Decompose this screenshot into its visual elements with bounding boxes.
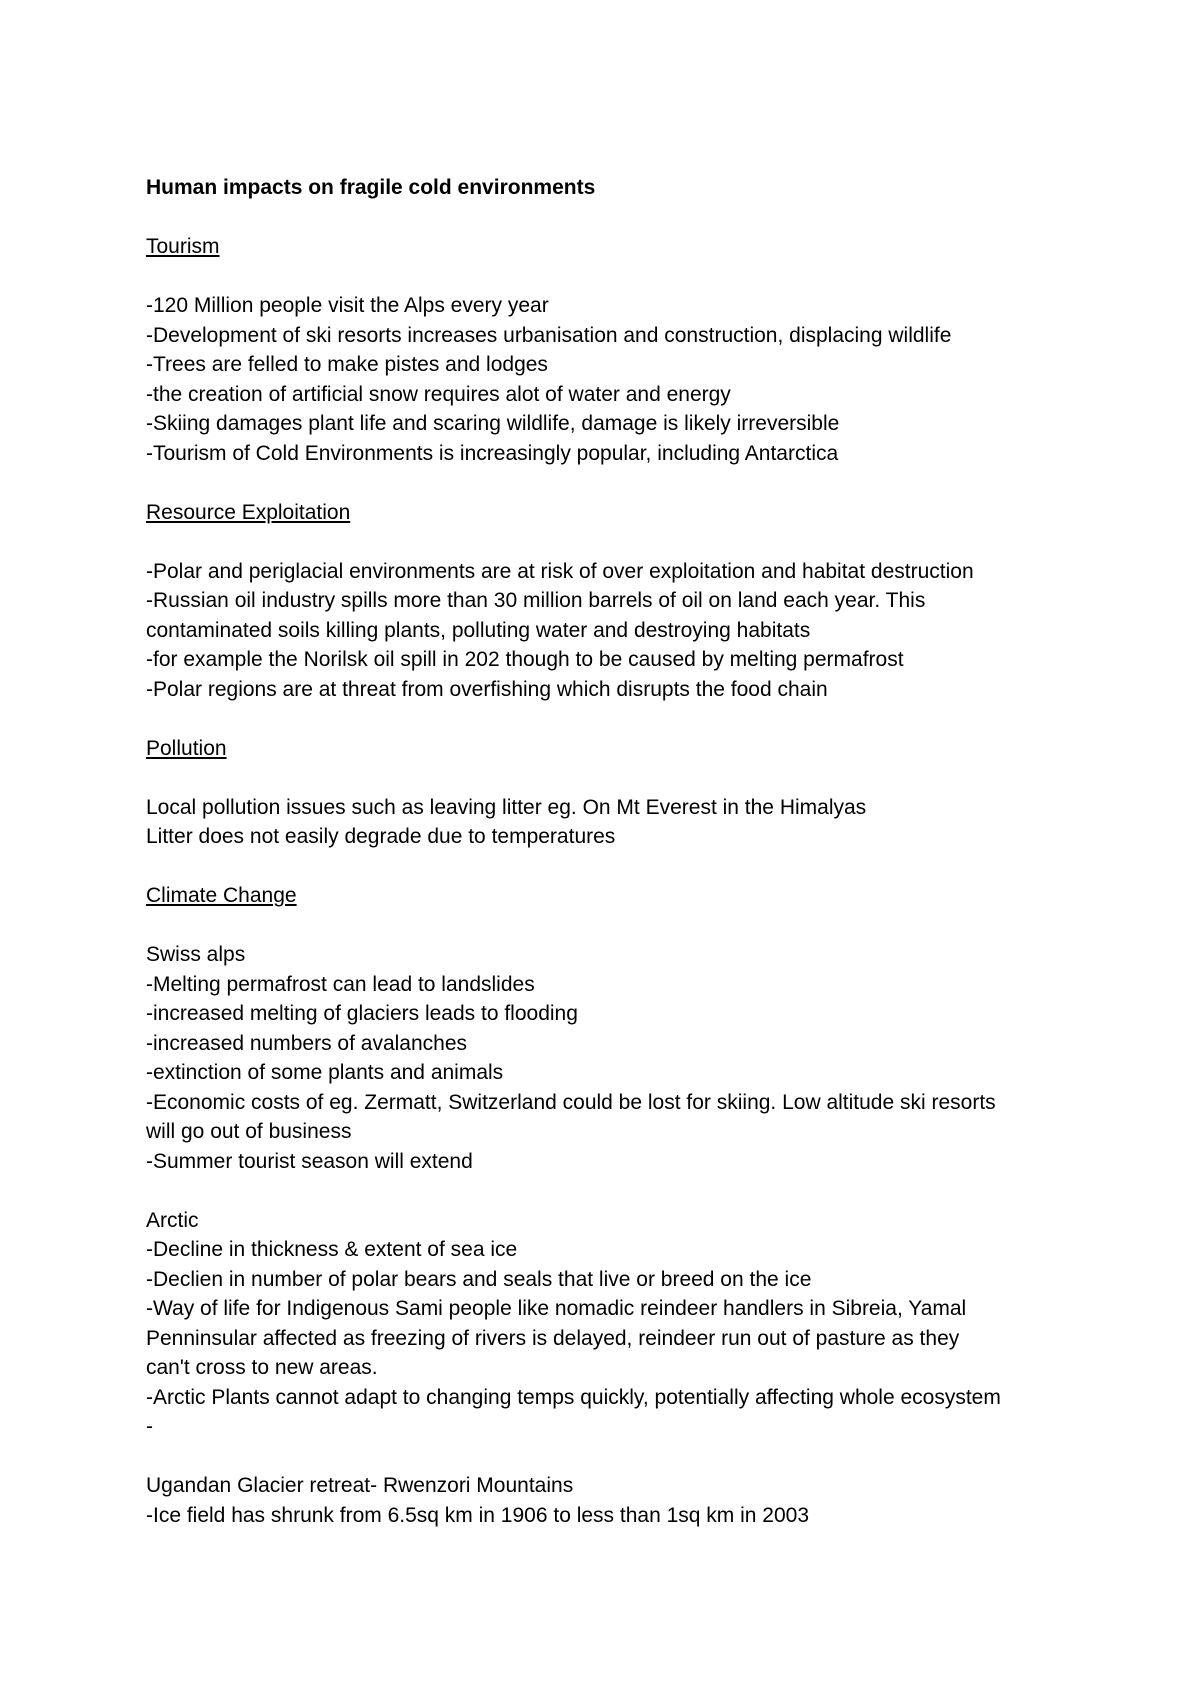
swiss-alps-line: will go out of business [146, 1120, 352, 1143]
pollution-line: Local pollution issues such as leaving litter eg. On Mt Everest in the Himalyas [146, 795, 867, 819]
spacer [146, 852, 1086, 882]
arctic-line: -Arctic Plants cannot adapt to changing temps quickly, potentially affecting whole ecosystem [146, 1385, 1001, 1409]
spacer [146, 468, 1086, 498]
swiss-alps-line: -increased numbers of avalanches [146, 1031, 468, 1055]
spacer [146, 203, 1086, 233]
document-body [146, 173, 1086, 1530]
tourism-line: -Development of ski resorts increases urbanisation and construction, displacing wildlife [146, 323, 952, 347]
spacer [146, 763, 1086, 793]
tourism-line: -Skiing damages plant life and scaring wildlife, damage is likely irreversible [146, 412, 840, 435]
arctic-line: Penninsular affected as freezing of rivers is delayed, reindeer run out of pasture as they [146, 1326, 960, 1350]
section-heading-climate-change: Climate Change [146, 884, 297, 907]
resource-line: -Russian oil industry spills more than 30 million barrels of oil on land each year. This [146, 589, 926, 612]
swiss-alps-line: -extinction of some plants and animals [146, 1061, 504, 1084]
resource-line: contaminated soils killing plants, polluting water and destroying habitats [146, 618, 811, 642]
document-title: Human impacts on fragile cold environments [146, 176, 596, 199]
arctic-line: - [146, 1415, 153, 1438]
uganda-subheading: Ugandan Glacier retreat- Rwenzori Mountains [146, 1474, 574, 1497]
tourism-line: -120 Million people visit the Alps every year [146, 294, 549, 317]
arctic-line: -Decline in thickness & extent of sea ice [146, 1238, 518, 1261]
spacer [146, 1176, 1086, 1206]
spacer [146, 262, 1086, 292]
spacer [146, 704, 1086, 734]
swiss-alps-line: -Summer tourist season will extend [146, 1149, 473, 1173]
swiss-alps-subheading: Swiss alps [146, 943, 246, 966]
tourism-line: -Trees are felled to make pistes and lodges [146, 353, 548, 376]
resource-line: -Polar and periglacial environments are at risk of over exploitation and habitat destruction [146, 559, 974, 583]
arctic-line: -Way of life for Indigenous Sami people like nomadic reindeer handlers in Sibreia, Yamal [146, 1297, 967, 1320]
spacer [146, 527, 1086, 557]
spacer [146, 1442, 1086, 1472]
arctic-line: can't cross to new areas. [146, 1356, 378, 1379]
spacer [146, 911, 1086, 941]
resource-line: -for example the Norilsk oil spill in 202 though to be caused by melting permafrost [146, 648, 904, 671]
swiss-alps-line: -Melting permafrost can lead to landslides [146, 972, 535, 996]
pollution-line: Litter does not easily degrade due to temperatures [146, 825, 616, 848]
resource-line: -Polar regions are at threat from overfishing which disrupts the food chain [146, 677, 828, 701]
swiss-alps-line: -increased melting of glaciers leads to flooding [146, 1002, 578, 1025]
tourism-line: -the creation of artificial snow requires alot of water and energy [146, 382, 731, 406]
uganda-line: -Ice field has shrunk from 6.5sq km in 1906 to less than 1sq km in 2003 [146, 1503, 810, 1527]
section-heading-resource-exploitation: Resource Exploitation [146, 500, 351, 524]
arctic-line: -Declien in number of polar bears and seals that live or breed on the ice [146, 1267, 812, 1291]
tourism-line: -Tourism of Cold Environments is increasingly popular, including Antarctica [146, 441, 839, 465]
section-heading-tourism: Tourism [146, 235, 220, 258]
arctic-subheading: Arctic [146, 1208, 199, 1232]
section-heading-pollution: Pollution [146, 736, 227, 760]
swiss-alps-line: -Economic costs of eg. Zermatt, Switzerland could be lost for skiing. Low altitude ski resorts [146, 1090, 996, 1114]
